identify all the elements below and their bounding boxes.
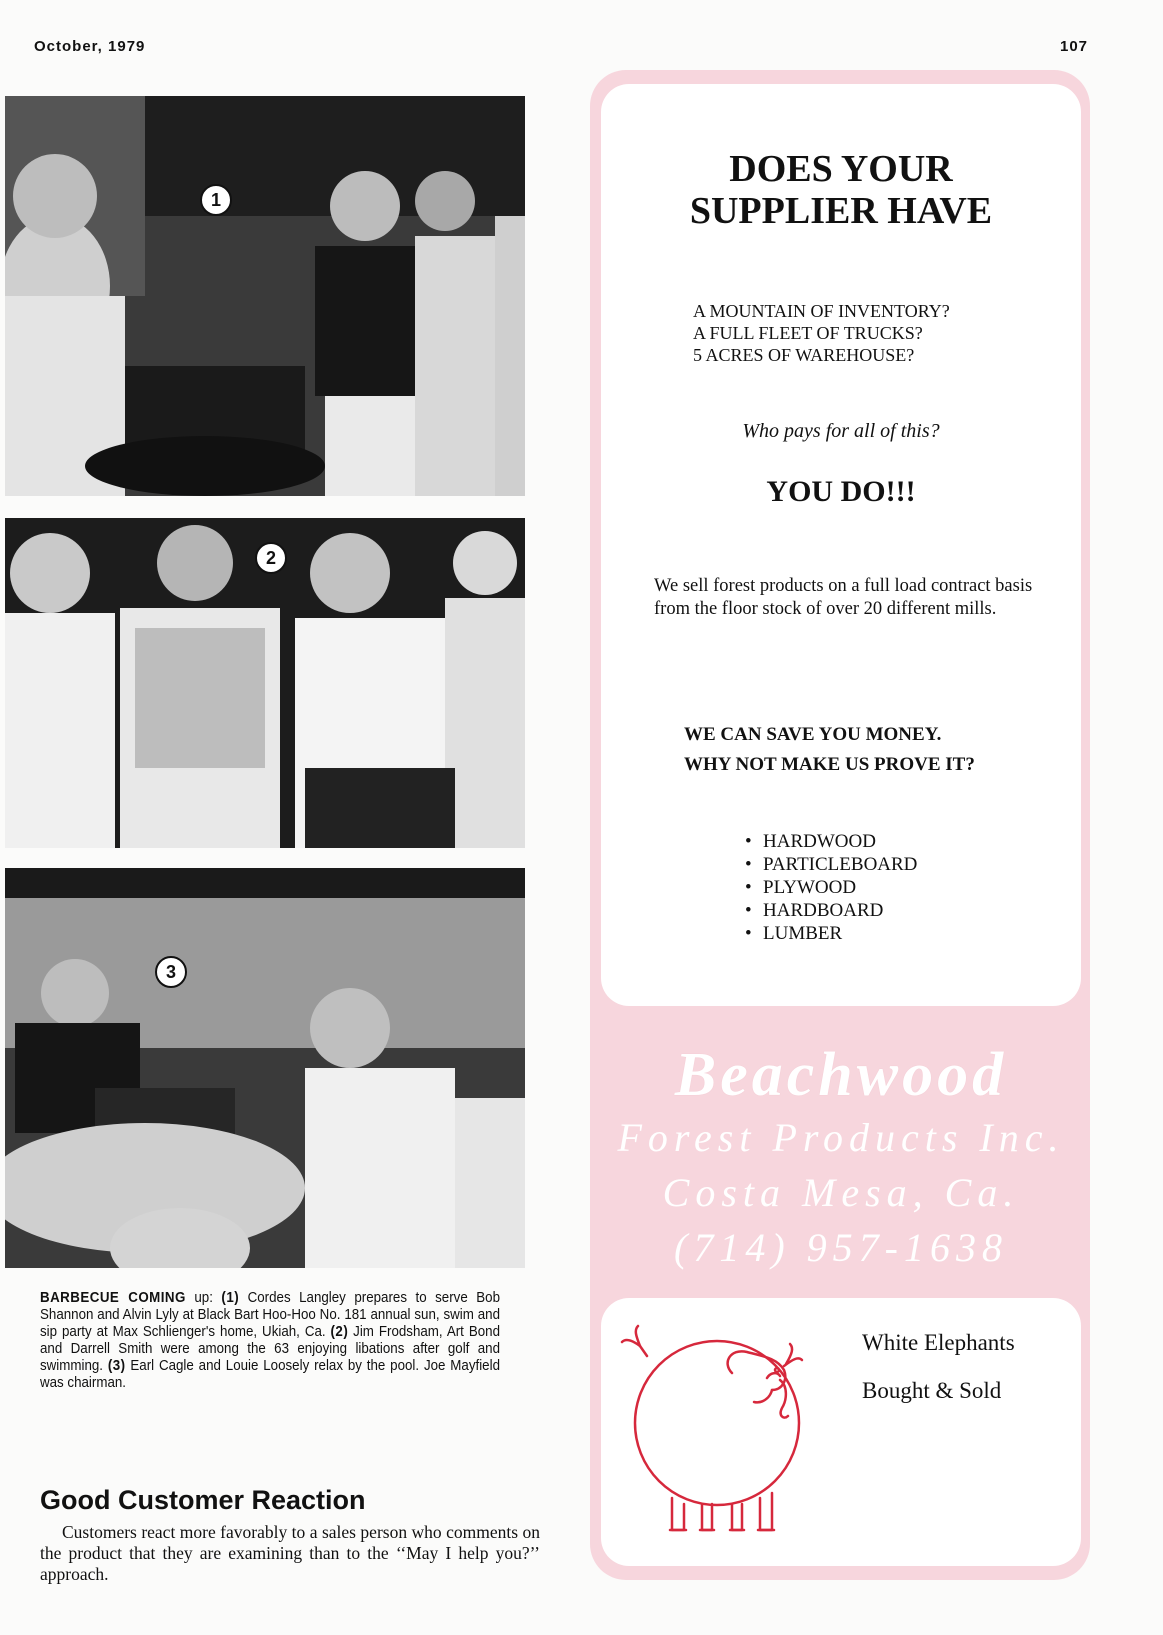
product-item: • HARDBOARD xyxy=(745,900,884,921)
bullet-icon: • xyxy=(745,900,752,921)
photo-poolside xyxy=(5,868,525,1268)
ad-save-line-1: WE CAN SAVE YOU MONEY. xyxy=(684,724,942,745)
caption-num-1: (1) xyxy=(221,1290,240,1306)
photo-badge-1: 1 xyxy=(200,184,232,216)
caption-num-3: (3) xyxy=(107,1358,126,1374)
photo-badge-3: 3 xyxy=(155,956,187,988)
brand-company: Forest Products Inc. xyxy=(617,1115,1065,1160)
brand-location: Costa Mesa, Ca. xyxy=(662,1170,1020,1215)
ad-question-item: A MOUNTAIN OF INVENTORY? xyxy=(693,301,950,321)
photo-barbecue-grill xyxy=(5,96,525,496)
elephant-line-1: White Elephants xyxy=(862,1330,1015,1355)
page-number: 107 xyxy=(1060,38,1089,55)
brand-phone: (714) 957-1638 xyxy=(674,1225,1008,1270)
ad-products-list xyxy=(745,830,917,945)
bullet-icon: • xyxy=(745,923,752,944)
elephant-line-2: Bought & Sold xyxy=(862,1378,1002,1403)
ad-headline-line-1: DOES YOUR xyxy=(729,148,953,190)
caption-text-3: Earl Cagle and Louie Loosely relax by the pool. Joe Mayfield was chairman. xyxy=(40,1358,500,1391)
ad-save-money xyxy=(684,720,975,780)
bullet-icon: • xyxy=(745,854,752,875)
caption-lead-suffix: up: xyxy=(185,1290,222,1306)
issue-date: October, 1979 xyxy=(34,38,146,55)
bullet-icon: • xyxy=(745,877,752,898)
ad-save-line-2: WHY NOT MAKE US PROVE IT? xyxy=(684,754,975,775)
product-item: • PARTICLEBOARD xyxy=(745,854,918,875)
article-body: Customers react more favorably to a sales person who comments on the product that they are examining than to the ‘‘May I help you?’’ approach. xyxy=(40,1522,540,1584)
ad-questions-list xyxy=(693,300,950,366)
ad-paragraph: We sell forest products on a full load contract basis from the floor stock of over 20 different mills. xyxy=(654,576,1033,619)
caption-num-2: (2) xyxy=(330,1324,349,1340)
ad-who-pays: Who pays for all of this? xyxy=(742,420,940,442)
article-heading: Good Customer Reaction xyxy=(40,1485,366,1515)
product-item: • HARDWOOD xyxy=(745,831,876,852)
ad-you-do: YOU DO!!! xyxy=(766,475,916,508)
brand-name: Beachwood xyxy=(674,1041,1008,1109)
brand-logo xyxy=(601,1040,1081,1275)
caption-text-1: Cordes Langley prepares to serve Bob Shannon and Alvin Lyly at Black Bart Hoo-Hoo No. 181 annual sun, swim and sip party at Max Schlienger's home, Ukiah, Ca. xyxy=(40,1290,500,1340)
bullet-icon: • xyxy=(745,831,752,852)
product-item: • LUMBER xyxy=(745,923,843,944)
ad-question-item: 5 ACRES OF WAREHOUSE? xyxy=(693,345,915,365)
white-elephant-icon xyxy=(612,1308,852,1548)
ad-headline-line-2: SUPPLIER HAVE xyxy=(689,190,993,232)
photo-caption xyxy=(40,1290,500,1392)
caption-lead: BARBECUE COMING xyxy=(40,1290,186,1306)
photo-guests-group xyxy=(5,518,525,848)
caption-text-2: Jim Frodsham, Art Bond and Darrell Smith were among the 63 enjoying libations after golf and swimming. xyxy=(40,1324,500,1374)
product-item: • PLYWOOD xyxy=(745,877,857,898)
ad-question-item: A FULL FLEET OF TRUCKS? xyxy=(693,323,923,343)
photo-badge-2: 2 xyxy=(255,542,287,574)
ad-headline xyxy=(601,148,1081,232)
